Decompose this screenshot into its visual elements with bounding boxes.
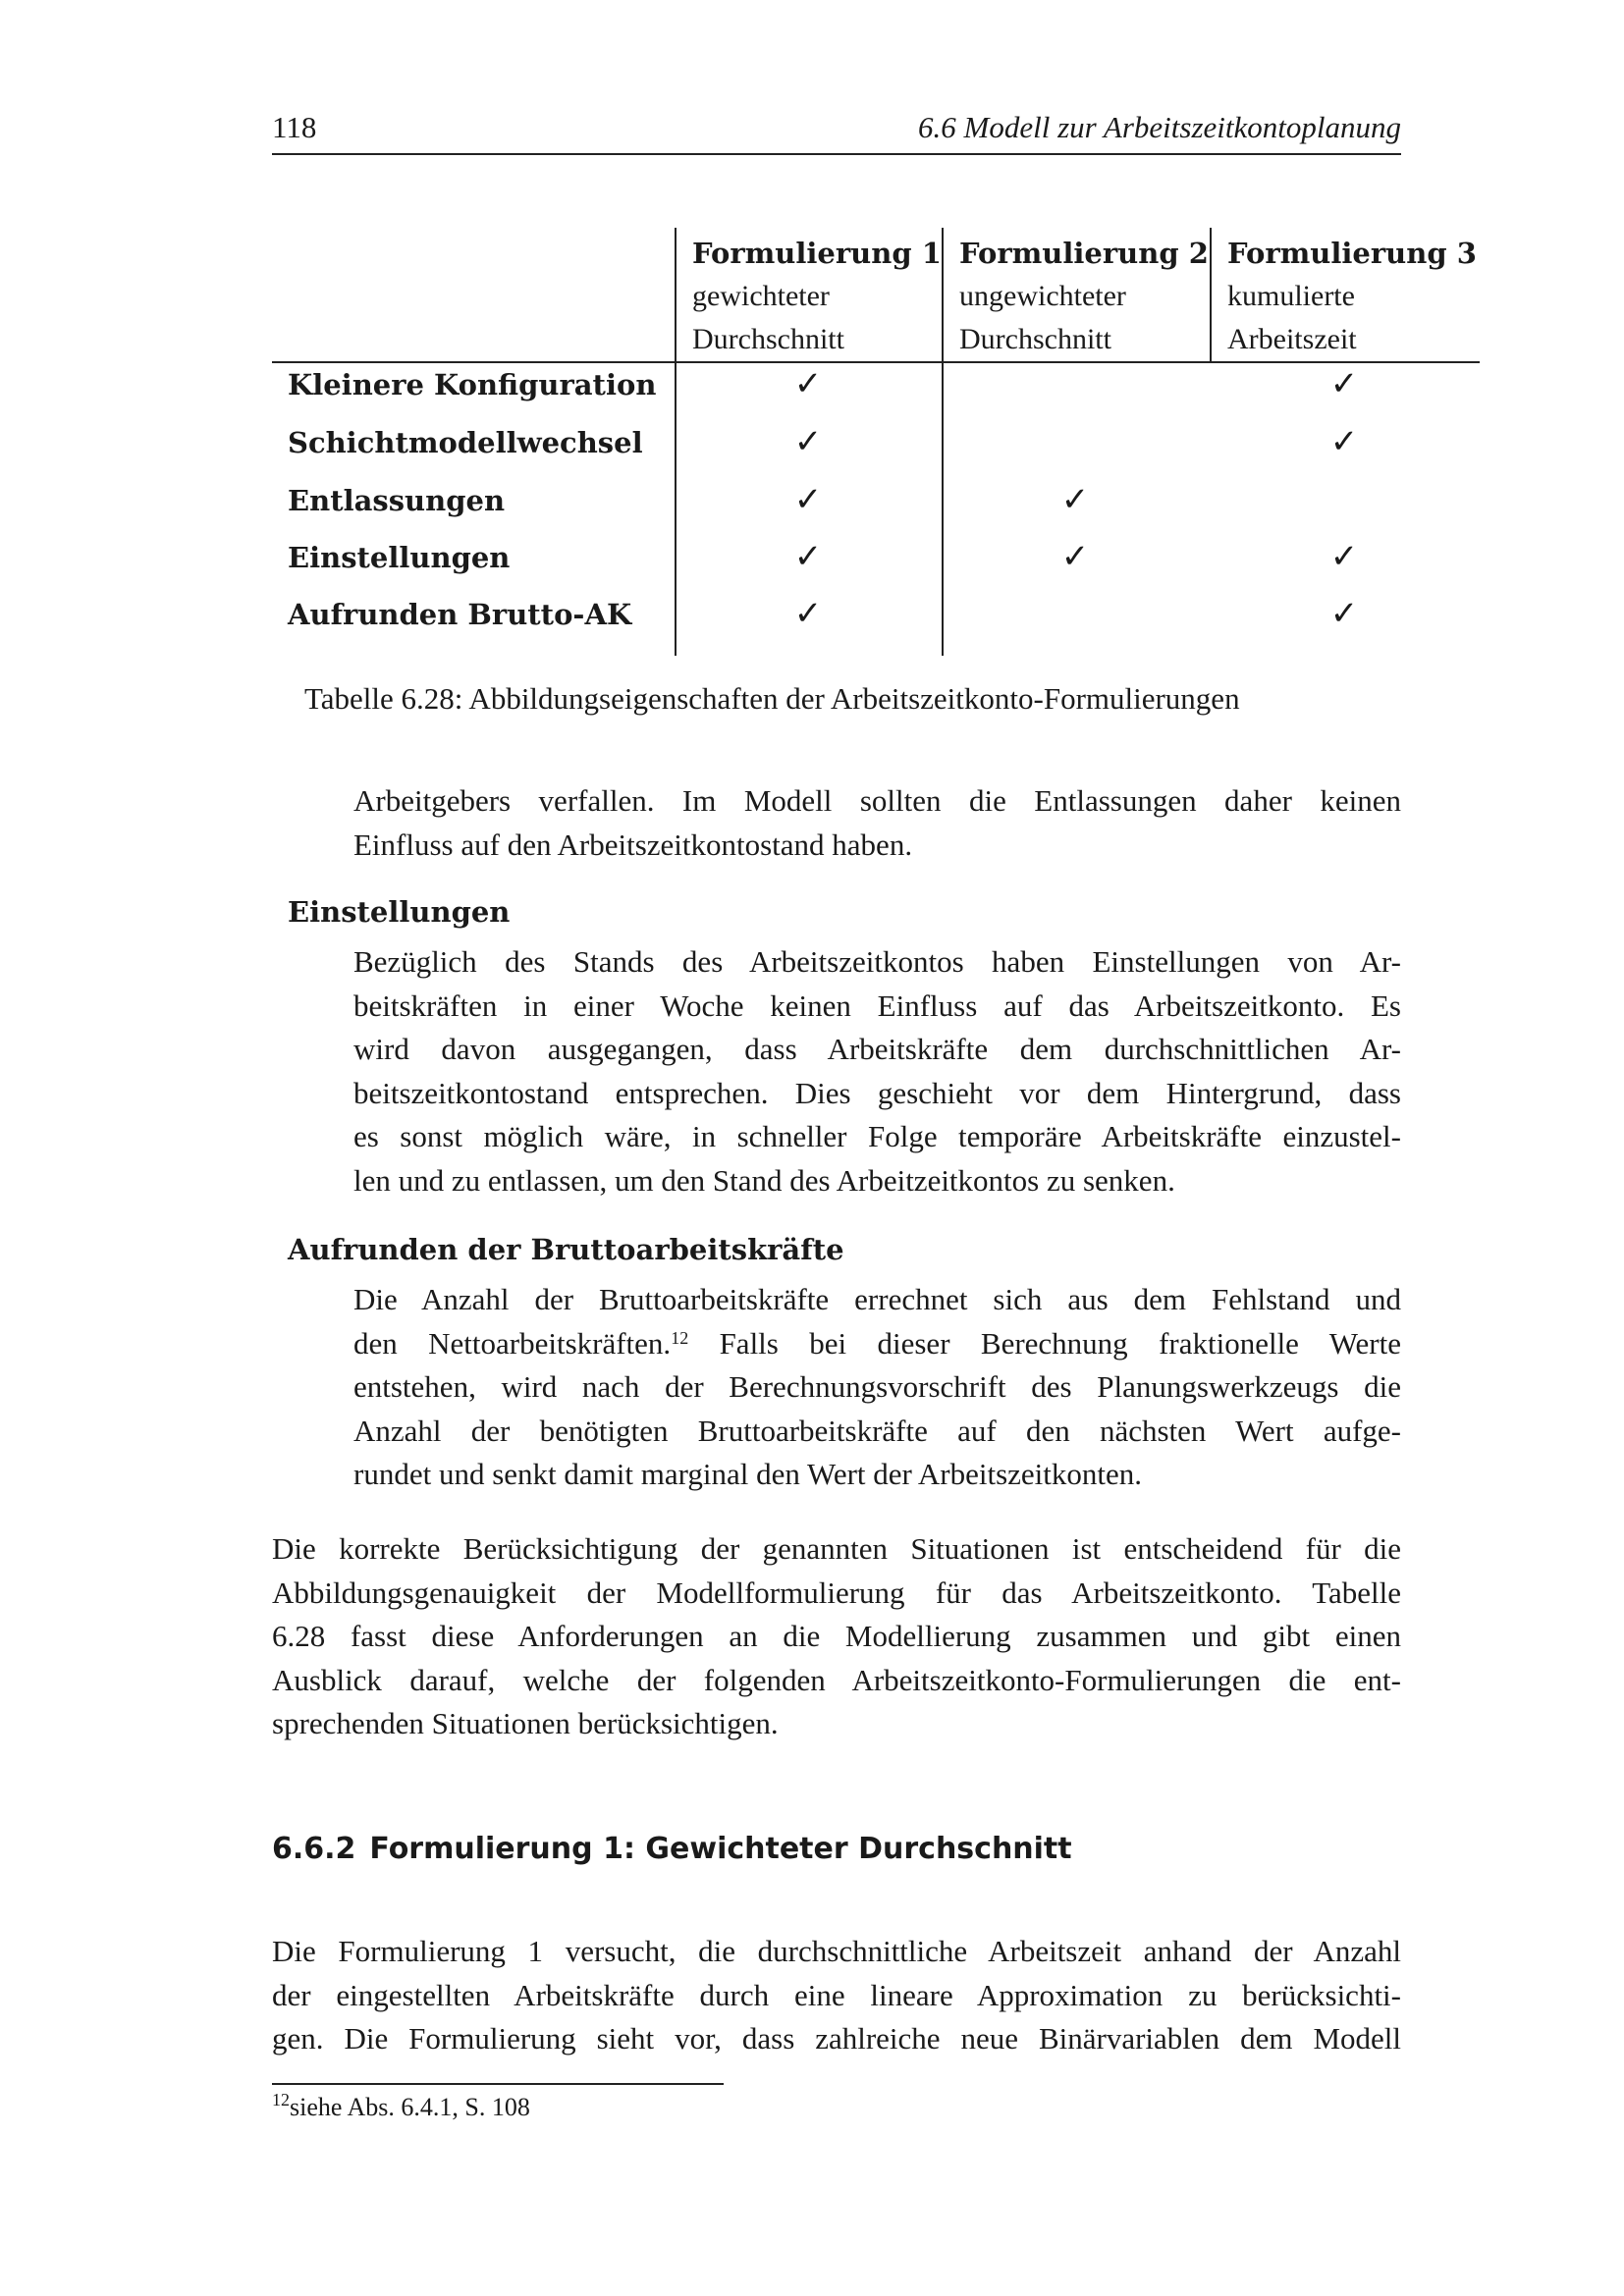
running-header [272, 110, 1401, 155]
text-line: Die Anzahl der Bruttoarbeitskräfte errechnet sich aus dem Fehlstand und [353, 1282, 1401, 1316]
column-sub-3b: Arbeitszeit [1227, 323, 1357, 355]
running-title: 6.6 Modell zur Arbeitszeitkontoplanung [918, 110, 1401, 144]
continuation-paragraph [353, 779, 1401, 867]
text-line: beitszeitkontostand entsprechen. Dies geschieht vor dem Hintergrund, dass [353, 1075, 1401, 1110]
text-line: gen. Die Formulierung sieht vor, dass zahlreiche neue Binärvariablen dem Modell [272, 2021, 1401, 2056]
text-line: len und zu entlassen, um den Stand des Arbeitzeitkontos zu senken. [353, 1162, 1175, 1198]
text-line: rundet und senkt damit marginal den Wert der Arbeitszeitkonten. [353, 1457, 1143, 1491]
einstellungen-description [353, 940, 1401, 1202]
check-r1-c3: ✓ [1329, 366, 1359, 402]
text-line: entstehen, wird nach der Berechnungsvorschrift des Planungswerkzeugs die [353, 1369, 1401, 1404]
text-line: es sonst möglich wäre, in schneller Folge temporäre Arbeitskräfte einzustel- [353, 1119, 1401, 1153]
section-number: 6.6.2 [272, 1832, 356, 1866]
text-line: Abbildungsgenauigkeit der Modellformulierung für das Arbeitszeitkonto. Tabelle [272, 1575, 1401, 1610]
section-paragraph [272, 1930, 1401, 2061]
text-line: 6.28 fasst diese Anforderungen an die Modellierung zusammen und gibt einen [272, 1619, 1401, 1653]
check-r5-c1: ✓ [793, 596, 823, 632]
text-line: Die Formulierung 1 versucht, die durchschnittliche Arbeitszeit anhand der Anzahl [272, 1934, 1401, 1968]
footnote-mark: 12 [272, 2090, 290, 2109]
text-line: der eingestellten Arbeitskräfte durch eine lineare Approximation zu berücksichti- [272, 1977, 1401, 2012]
check-r4-c2: ✓ [1060, 539, 1090, 575]
column-sub-2b: Durchschnitt [959, 323, 1111, 355]
row-label-entlassungen: Entlassungen [288, 484, 506, 517]
column-sub-1b: Durchschnitt [692, 323, 844, 355]
check-r2-c1: ✓ [793, 424, 823, 460]
aufrunden-description [353, 1278, 1401, 1497]
text-line [353, 1322, 1401, 1366]
row-label-aufrunden-brutto-ak: Aufrunden Brutto-AK [288, 598, 632, 631]
column-sub-2a: ungewichteter [959, 280, 1126, 312]
footnote-text: siehe Abs. 6.4.1, S. 108 [290, 2093, 530, 2121]
text-fragment: Falls bei dieser Berechnung fraktionelle Werte [688, 1325, 1401, 1361]
text-line: Einfluss auf den Arbeitszeitkontostand haben. [353, 827, 913, 862]
page-number: 118 [272, 110, 317, 144]
text-line: Bezüglich des Stands des Arbeitszeitkontos haben Einstellungen von Ar- [353, 944, 1401, 979]
table-vrule-3 [1210, 228, 1212, 363]
section-title: Formulierung 1: Gewichteter Durchschnitt [369, 1832, 1072, 1866]
summary-paragraph [272, 1527, 1401, 1746]
table-vrule-1 [675, 228, 677, 656]
text-line: Ausblick darauf, welche der folgenden Arbeitszeitkonto-Formulierungen die ent- [272, 1662, 1401, 1697]
footnote-reference: 12 [671, 1327, 689, 1348]
text-fragment: den Nettoarbeitskräften. [353, 1325, 672, 1361]
column-header-1: Formulierung 1 [692, 237, 942, 270]
column-header-2: Formulierung 2 [959, 237, 1209, 270]
text-line: sprechenden Situationen berücksichtigen. [272, 1706, 779, 1740]
text-line: Arbeitgebers verfallen. Im Modell sollten die Entlassungen daher keinen [353, 783, 1401, 818]
check-r1-c1: ✓ [793, 366, 823, 402]
row-label-kleinere-konfiguration: Kleinere Konfiguration [288, 368, 657, 401]
properties-table [272, 228, 1480, 656]
table-caption: Tabelle 6.28: Abbildungseigenschaften der Arbeitszeitkonto-Formulierungen [304, 681, 1240, 716]
text-line: beitskräften in einer Woche keinen Einfluss auf das Arbeitszeitkonto. Es [353, 988, 1401, 1023]
check-r3-c2: ✓ [1060, 482, 1090, 518]
table-vrule-2 [942, 228, 944, 656]
footnote [272, 2090, 530, 2122]
check-r4-c3: ✓ [1329, 539, 1359, 575]
check-r3-c1: ✓ [793, 482, 823, 518]
term-einstellungen: Einstellungen [288, 895, 511, 929]
text-line: Anzahl der benötigten Bruttoarbeitskräfte auf den nächsten Wert aufge- [353, 1413, 1401, 1448]
column-sub-1a: gewichteter [692, 280, 830, 312]
text-line: wird davon ausgegangen, dass Arbeitskräfte dem durchschnittlichen Ar- [353, 1032, 1401, 1066]
text-line: Die korrekte Berücksichtigung der genannten Situationen ist entscheidend für die [272, 1531, 1401, 1566]
row-label-schichtmodellwechsel: Schichtmodellwechsel [288, 426, 643, 459]
term-aufrunden: Aufrunden der Bruttoarbeitskräfte [288, 1233, 844, 1266]
check-r2-c3: ✓ [1329, 424, 1359, 460]
column-sub-3a: kumulierte [1227, 280, 1355, 312]
section-heading [272, 1832, 1072, 1866]
check-r5-c3: ✓ [1329, 596, 1359, 632]
row-label-einstellungen: Einstellungen [288, 541, 511, 574]
check-r4-c1: ✓ [793, 539, 823, 575]
column-header-3: Formulierung 3 [1227, 237, 1477, 270]
footnote-rule [272, 2083, 724, 2085]
